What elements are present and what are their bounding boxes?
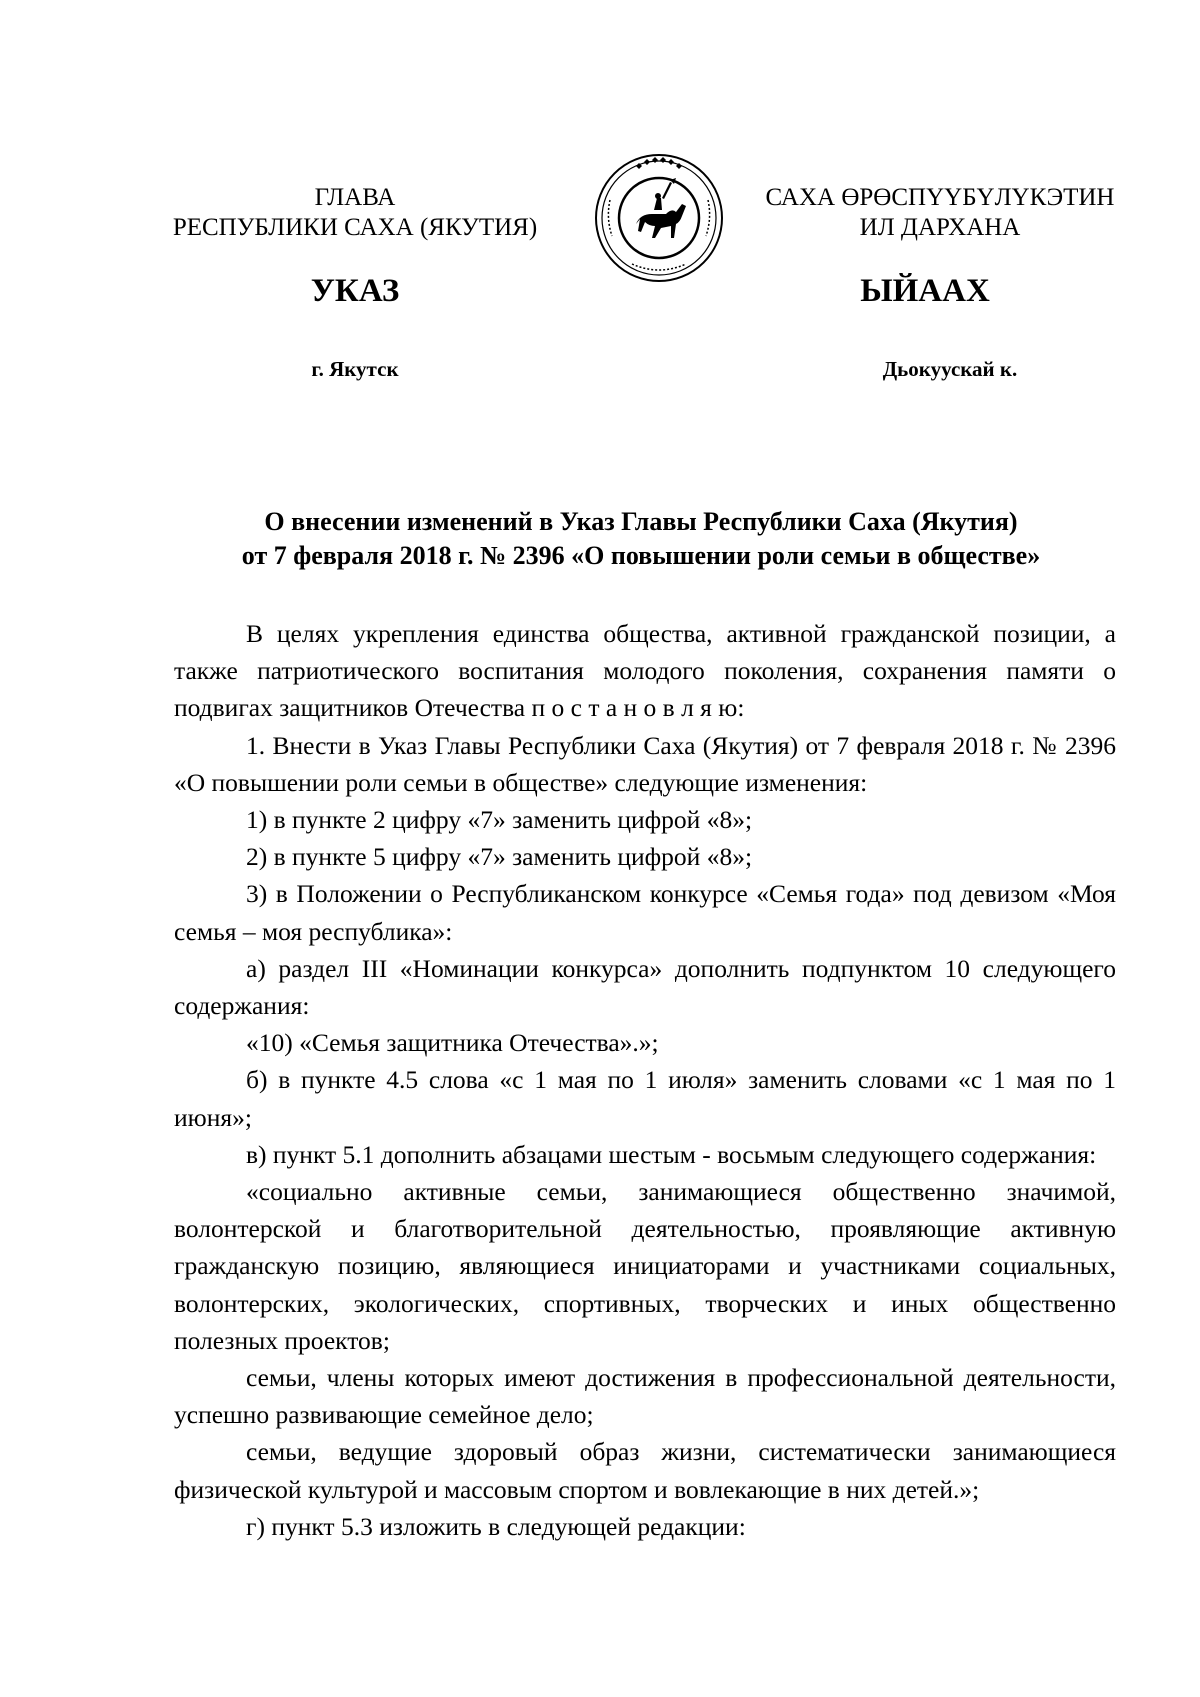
paragraph: 2) в пункте 5 цифру «7» заменить цифрой «8»;	[246, 842, 753, 872]
place-ru: г. Якутск	[311, 357, 399, 381]
paragraph: 3) в Положении о Республиканском конкурсе «Семья года» под девизом «Моя семья – моя республика»:	[174, 879, 1116, 946]
paragraph: «социально активные семьи, занимающиеся общественно значимой, волонтерской и благотворительной деятельностью, проявляющие активную гражданскую позицию, являющиеся инициаторами и участниками социальных, волонтерских, экологических, спортивных, творческих и иных общественно полезных проектов;	[174, 1177, 1116, 1355]
document-body	[174, 615, 1116, 1545]
header-left-line1: ГЛАВА	[314, 184, 396, 211]
header-right-line1: САХА ӨРӨСПҮҮБҮЛҮКЭТИН	[765, 184, 1115, 211]
paragraph: в) пункт 5.1 дополнить абзацами шестым - восьмым следующего содержания:	[246, 1139, 1097, 1169]
doc-type-ru: УКАЗ	[310, 273, 400, 309]
header-right	[740, 183, 1140, 243]
paragraph: «10) «Семья защитника Отечества».»;	[246, 1028, 659, 1058]
paragraph: а) раздел III «Номинации конкурса» дополнить подпунктом 10 следующего содержания:	[174, 953, 1116, 1021]
header-left	[165, 183, 545, 243]
paragraph: семьи, ведущие здоровый образ жизни, систематически занимающиеся физической культурой и массовым спортом и вовлекающие в них детей.»;	[174, 1437, 1116, 1504]
place-sakha: Дьокуускай к.	[882, 357, 1018, 381]
doc-type-sakha: ЫЙААХ	[860, 273, 990, 309]
header-left-line2: РЕСПУБЛИКИ САХА (ЯКУТИЯ)	[172, 214, 538, 241]
title-line-2: от 7 февраля 2018 г. № 2396 «О повышении роли семьи в обществе»	[241, 541, 1041, 570]
paragraph: б) в пункте 4.5 слова «с 1 мая по 1 июля» заменить словами «с 1 мая по 1 июня»;	[174, 1065, 1116, 1132]
paragraph: В целях укрепления единства общества, активной гражданской позиции, а также патриотического воспитания молодого поколения, сохранения памяти о подвигах защитников Отечества п о с т а н о в л я ю:	[174, 619, 1116, 723]
paragraph: г) пункт 5.3 изложить в следующей редакции:	[246, 1511, 746, 1541]
paragraph: 1. Внести в Указ Главы Республики Саха (Якутия) от 7 февраля 2018 г. № 2396 «О повышении роли семьи в обществе» следующие изменения:	[174, 730, 1116, 797]
header-right-line2: ИЛ ДАРХАНА	[859, 214, 1021, 241]
document-title	[170, 505, 1112, 573]
sakha-emblem-icon	[592, 152, 726, 284]
paragraph: семьи, члены которых имеют достижения в профессиональной деятельности, успешно развивающие семейное дело;	[174, 1363, 1116, 1430]
title-line-1: О внесении изменений в Указ Главы Республики Саха (Якутия)	[264, 507, 1018, 536]
paragraph: 1) в пункте 2 цифру «7» заменить цифрой «8»;	[246, 805, 753, 835]
